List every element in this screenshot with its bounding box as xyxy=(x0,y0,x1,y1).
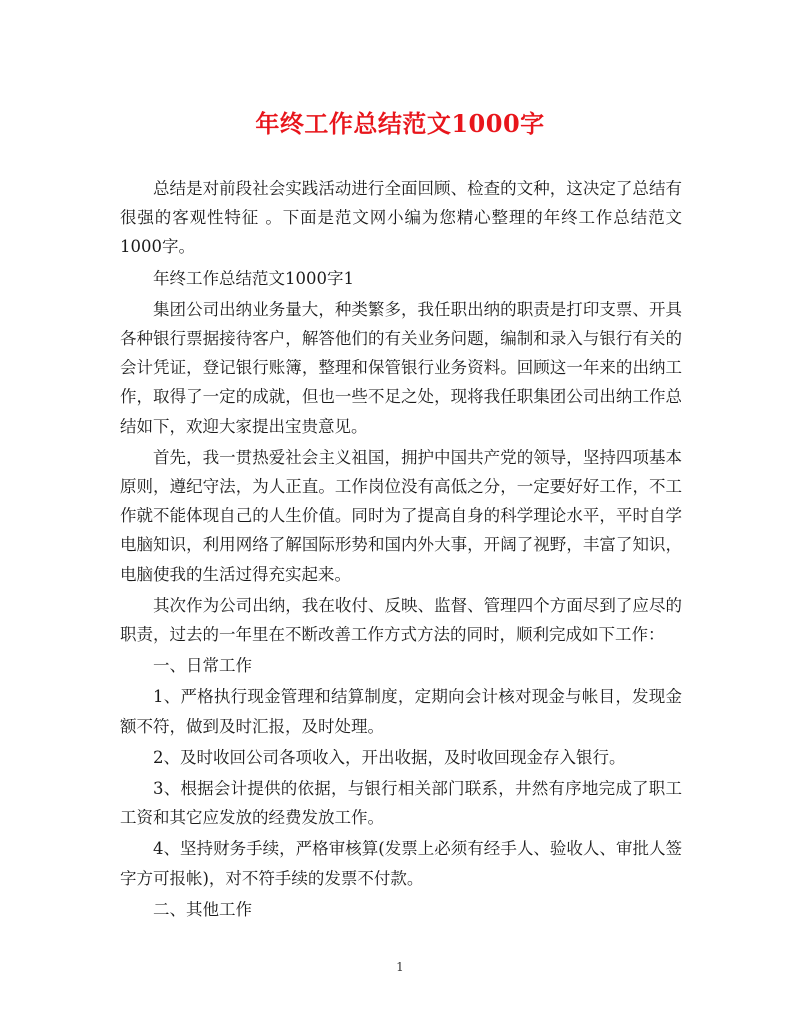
intro-paragraph: 总结是对前段社会实践活动进行全面回顾、检查的文种，这决定了总结有很强的客观性特征 。下面是范文网小编为您精心整理的年终工作总结范文1000字。 xyxy=(120,179,682,257)
body-paragraph: 其次作为公司出纳，我在收付、反映、监督、管理四个方面尽到了应尽的职责，过去的一年里在不断改善工作方式方法的同时，顺利完成如下工作： xyxy=(120,595,682,645)
subheading-daily-work: 一、日常工作 xyxy=(153,656,252,676)
page-number: 1 xyxy=(396,960,404,974)
document-body xyxy=(120,174,682,924)
list-item: 3、根据会计提供的依据，与银行相关部门联系，井然有序地完成了职工工资和其它应发放的经费发放工作。 xyxy=(120,779,682,828)
document-title: 年终工作总结范文1000字 xyxy=(255,109,545,138)
list-item: 1、严格执行现金管理和结算制度，定期向会计核对现金与帐目，发现金额不符，做到及时汇报，及时处理。 xyxy=(120,687,682,736)
body-paragraph: 首先，我一贯热爱社会主义祖国，拥护中国共产党的领导，坚持四项基本原则，遵纪守法，为人正直。工作岗位没有高低之分，一定要好好工作，不工作就不能体现自己的人生价值。同时为了提高自身的科学理论水平，平时自学电脑知识，利用网络了解国际形势和国内外大事，开阔了视野，丰富了知识，电脑使我的生活过得充实起来。 xyxy=(120,447,682,584)
subheading-other-work: 二、其他工作 xyxy=(153,899,252,919)
list-item: 2、及时收回公司各项收入，开出收据，及时收回现金存入银行。 xyxy=(153,747,626,767)
section-heading-1: 年终工作总结范文1000字1 xyxy=(153,268,354,288)
body-paragraph: 集团公司出纳业务量大，种类繁多，我任职出纳的职责是打印支票、开具各种银行票据接待客户，解答他们的有关业务问题，编制和录入与银行有关的会计凭证，登记银行账簿，整理和保管银行业务资料。回顾这一年来的出纳工作，取得了一定的成就，但也一些不足之处，现将我任职集团公司出纳工作总结如下，欢迎大家提出宝贵意见。 xyxy=(120,299,682,436)
list-item: 4、坚持财务手续，严格审核算(发票上必须有经手人、验收人、审批人签字方可报帐)，对不符手续的发票不付款。 xyxy=(120,839,682,888)
